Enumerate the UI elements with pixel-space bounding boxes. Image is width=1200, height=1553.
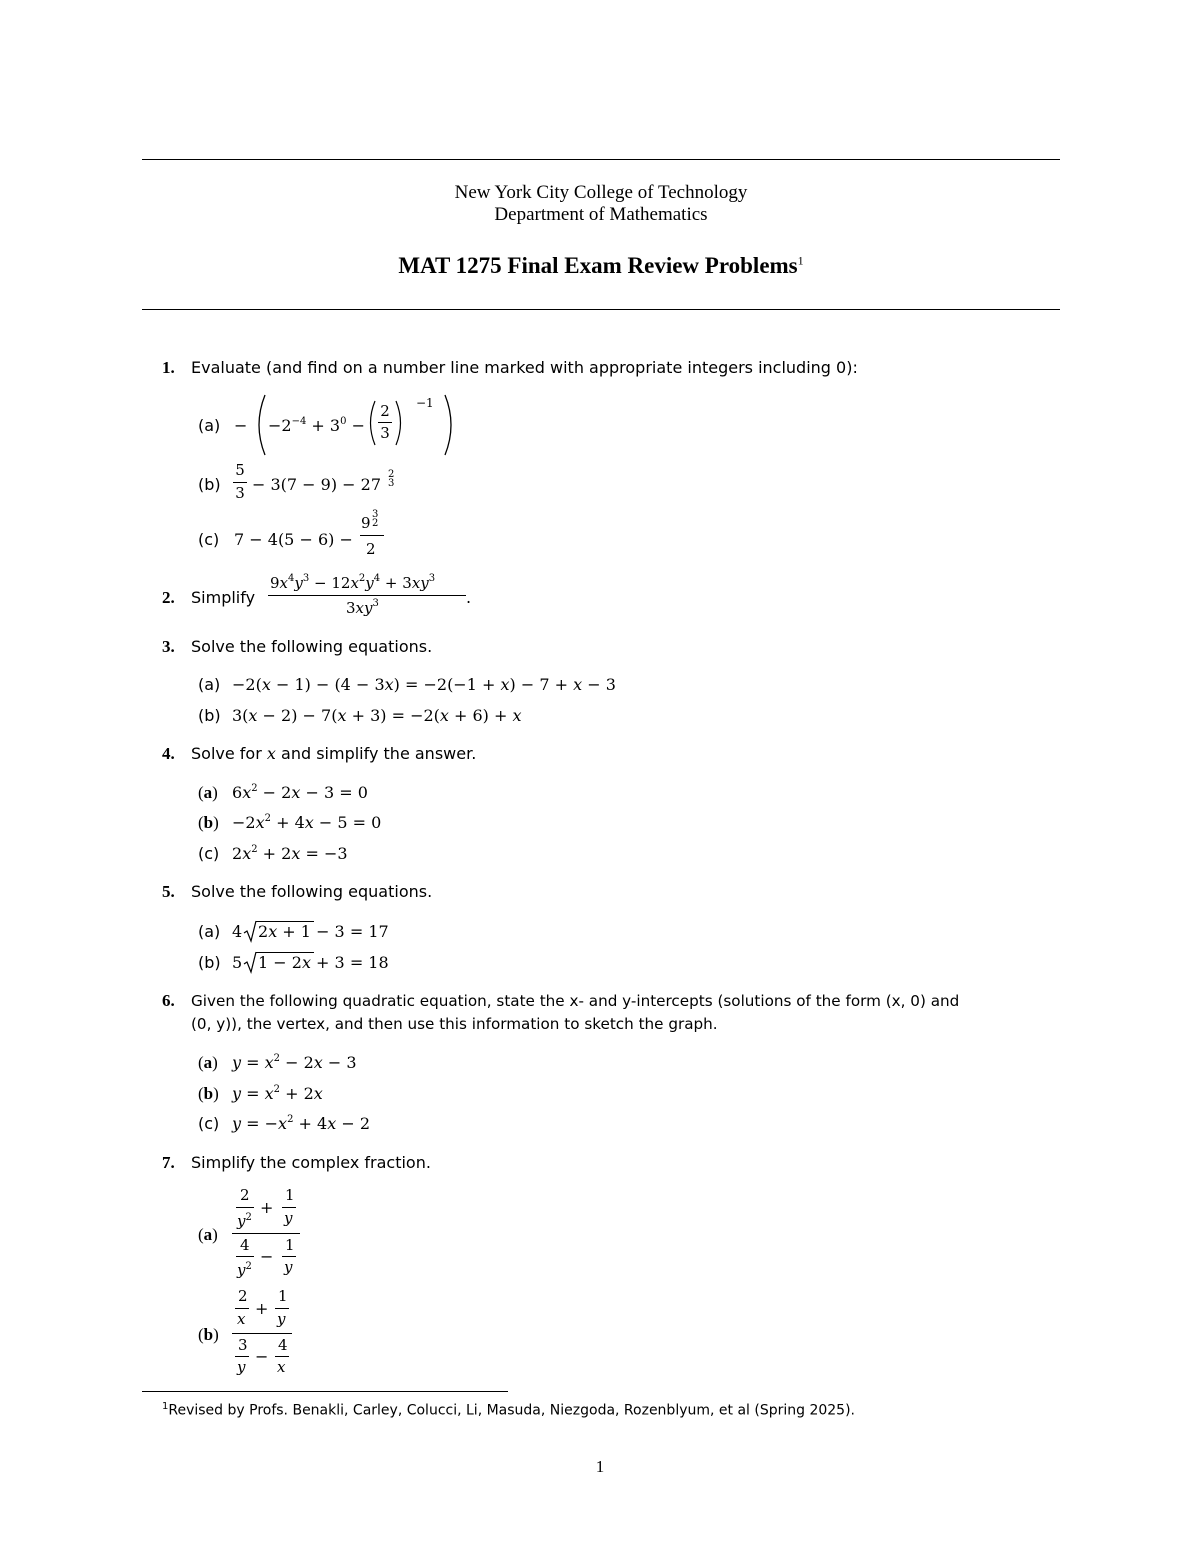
math-glyph: − 3(7 − 9) − 27 [252, 475, 382, 494]
problem-6-prompt-line1: Given the following quadratic equation, state the x- and y-intercepts (solutions of the form (x, 0) and [191, 992, 960, 1010]
paren: ) [213, 1325, 219, 1344]
math-glyph: x [277, 1358, 286, 1376]
institution-name: New York City College of Technology [454, 182, 748, 203]
math-glyph: $-2^{-4} + 3^0$ − [268, 416, 365, 435]
problem-1a-label: (a) [198, 416, 221, 435]
math-glyph: 3 [238, 1336, 248, 1354]
problem-5-number: 5. [162, 882, 175, 901]
problem-6a-math: $y = x^2 - 2x - 3$ [232, 1053, 357, 1072]
prompt-variable: x [266, 744, 276, 763]
footnote-rule [142, 1391, 508, 1392]
frac-left-paren [366, 400, 376, 446]
problem-6c-math: $y = -x^2 + 4x - 2$ [232, 1114, 370, 1133]
footnote-mark: 1 [162, 1401, 169, 1412]
page-number: 1 [595, 1457, 605, 1476]
math-glyph: 5 [232, 953, 243, 972]
radical-sign [243, 920, 257, 942]
problem-5b-label: (b) [198, 953, 221, 972]
math-glyph: 2 [380, 402, 390, 420]
fraction-bar [233, 482, 247, 483]
paren: ) [212, 1225, 218, 1244]
math-glyph: y [284, 1258, 293, 1276]
problem-4c-math: $2x^2 + 2x = -3$ [232, 844, 348, 863]
paren: ( [198, 1325, 204, 1344]
paren: ) [212, 1053, 218, 1072]
title-footnote-mark: 1 [797, 253, 804, 268]
paren: ( [198, 1053, 204, 1072]
title-text: MAT 1275 Final Exam Review Problems [398, 253, 798, 278]
math-glyph: $3xy^3$ [346, 598, 379, 617]
department-name: Department of Mathematics [494, 204, 708, 225]
problem-7-prompt: Simplify the complex fraction. [191, 1153, 431, 1172]
math-glyph: 5 [235, 461, 245, 479]
fraction-bar [282, 1207, 296, 1208]
math-glyph: x [237, 1310, 246, 1328]
math-glyph: − [260, 1247, 274, 1266]
problem-5a-label: (a) [198, 922, 221, 941]
math-glyph: 3 [372, 509, 379, 520]
math-glyph: 7 − 4(5 − 6) − [234, 530, 353, 549]
footnote-text: Revised by Profs. Benakli, Carley, Colucci, Li, Masuda, Niezgoda, Rozenblyum, et al (Spring 2025). [168, 1402, 856, 1419]
problem-3-number: 3. [162, 637, 175, 656]
fraction-bar [378, 422, 392, 423]
problem-6a-label: (a) [198, 1053, 218, 1072]
fraction-bar [236, 1256, 254, 1257]
math-glyph: 4 [232, 922, 243, 941]
fraction-bar [282, 1256, 296, 1257]
math-glyph: 9 [361, 514, 371, 532]
math-glyph: 2 [240, 1186, 250, 1204]
problem-3-prompt: Solve the following equations. [191, 637, 433, 656]
math-glyph: + [255, 1299, 269, 1318]
math-glyph: 2 [238, 1287, 248, 1305]
problem-7-number: 7. [162, 1153, 175, 1172]
paren: ) [213, 813, 219, 832]
math-glyph: − [234, 416, 248, 435]
fraction-bar [275, 1308, 289, 1309]
paren: ) [213, 1084, 219, 1103]
radical-sign [243, 951, 257, 973]
fraction-bar [360, 535, 384, 536]
math-glyph: $9x^4y^3 - 12x^2y^4 + 3xy^3$ [270, 573, 436, 592]
math-glyph: −1 [416, 396, 434, 410]
problem-4-number: 4. [162, 744, 175, 763]
problem-6-prompt-line2: (0, y)), the vertex, and then use this information to sketch the graph. [191, 1015, 718, 1033]
problem-4b-math: $-2x^2 + 4x - 5 = 0$ [232, 813, 382, 832]
footnote [162, 1398, 855, 1420]
math-glyph: 4 [240, 1236, 250, 1254]
problem-1b-label: (b) [198, 475, 221, 494]
math-glyph: 2 [366, 540, 376, 558]
fraction-bar [235, 1356, 249, 1357]
problem-6b-math: $y = x^2 + 2x$ [232, 1084, 323, 1103]
paren: ( [198, 1225, 204, 1244]
math-glyph: y [237, 1358, 246, 1376]
problem-4-prompt [191, 744, 476, 764]
math-glyph: 3 [235, 484, 245, 502]
big-right-paren [443, 394, 457, 456]
header-top-rule [142, 159, 1060, 160]
problem-4c-label: (c) [198, 844, 220, 863]
problem-4b-label: (b) [198, 813, 219, 832]
problem-1-number: 1. [162, 358, 175, 377]
paren: ( [198, 813, 204, 832]
math-glyph: 3 [380, 424, 390, 442]
problem-1-prompt: Evaluate (and find on a number line marked with appropriate integers including 0): [191, 358, 858, 377]
math-glyph: 1 [285, 1186, 295, 1204]
main-fraction-bar [232, 1233, 300, 1234]
prompt-text: and simplify the answer. [281, 744, 477, 763]
problem-2-number: 2. [162, 588, 175, 607]
problem-6c-label: (c) [198, 1114, 220, 1133]
problem-6-number: 6. [162, 991, 175, 1010]
math-glyph: y [284, 1209, 293, 1227]
math-glyph: − [255, 1347, 269, 1366]
problem-2-period: . [466, 588, 472, 607]
math-glyph: 1 [285, 1236, 295, 1254]
math-glyph: 1 [278, 1287, 288, 1305]
paren: ( [198, 783, 204, 802]
problem-6b-label: (b) [198, 1084, 219, 1103]
fraction-bar [268, 595, 466, 596]
paren: ( [198, 1084, 204, 1103]
problem-3b-math: 3(x − 2) − 7(x + 3) = −2(x + 6) + x [232, 706, 522, 725]
fraction-bar [235, 1308, 249, 1309]
problem-3a-math: −2(x − 1) − (4 − 3x) = −2(−1 + x) − 7 + x − 3 [232, 675, 616, 694]
math-glyph: 4 [278, 1336, 288, 1354]
problem-4a-label: (a) [198, 783, 218, 802]
prompt-text: Solve for [191, 744, 262, 763]
math-glyph: + [260, 1198, 274, 1217]
problem-7b-label: (b) [198, 1325, 219, 1344]
math-glyph: $y^2$ [237, 1212, 252, 1230]
problem-2-prompt: Simplify [191, 588, 256, 607]
problem-5-prompt: Solve the following equations. [191, 882, 433, 901]
fraction-bar [236, 1207, 254, 1208]
problem-3b-label: (b) [198, 706, 221, 725]
fraction-bar [275, 1356, 289, 1357]
page-title [142, 253, 1060, 279]
paren: ) [212, 783, 218, 802]
problem-7a-label: (a) [198, 1225, 218, 1244]
math-glyph: 2x + 1 − 3 = 17 [258, 922, 389, 941]
math-glyph: 3 [388, 478, 395, 489]
header-bottom-rule [142, 309, 1060, 310]
problem-1c-label: (c) [198, 530, 220, 549]
big-left-paren [253, 394, 267, 456]
math-glyph: 2 [388, 469, 395, 480]
problem-3a-label: (a) [198, 675, 221, 694]
math-glyph: $y^2$ [237, 1261, 252, 1279]
math-glyph: 2 [372, 518, 379, 529]
math-glyph: y [277, 1310, 286, 1328]
problem-4a-math: $6x^2 - 2x - 3 = 0$ [232, 783, 368, 802]
main-fraction-bar [232, 1333, 292, 1334]
math-glyph: 1 − 2x + 3 = 18 [258, 953, 389, 972]
frac-right-paren [395, 400, 405, 446]
